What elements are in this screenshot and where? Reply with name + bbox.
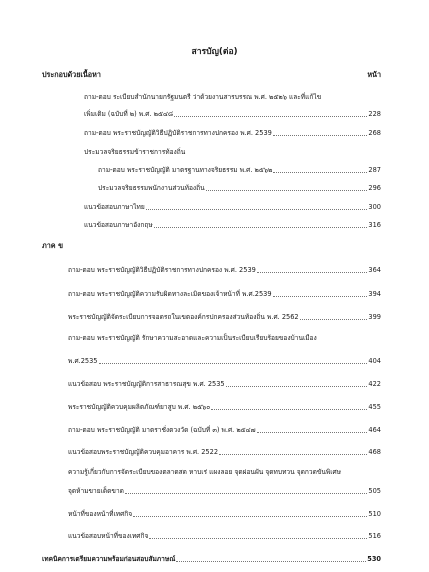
page-column-header: หน้า bbox=[367, 70, 381, 79]
dot-leader bbox=[300, 319, 368, 320]
toc-entry-text: ถาม-ตอบ พระราชบัญญัติวิธีปฏิบัติราชการทางปกครอง พ.ศ. 2539 bbox=[84, 129, 272, 137]
toc-entry-text: แนวข้อสอบภาษาอังกฤษ bbox=[84, 221, 153, 229]
toc-entry[interactable] bbox=[84, 202, 381, 212]
toc-entry-text: ถาม-ตอบ พระราชบัญญัติวิธีปฏิบัติราชการทางปกครอง พ.ศ. 2539 bbox=[68, 266, 256, 274]
dot-leader bbox=[226, 386, 368, 387]
dot-leader bbox=[125, 493, 367, 494]
toc-entry-text: ถาม-ตอบ พระราชบัญญัติความรับผิดทางละเมิดของเจ้าหน้าที่ พ.ศ.2539 bbox=[68, 290, 272, 298]
toc-entry-page: 404 bbox=[368, 357, 381, 365]
toc-entry-text: เพิ่มเติม (ฉบับที่ ๒) พ.ศ. ๒๕๔๘ bbox=[84, 110, 174, 118]
toc-entry-page: 399 bbox=[368, 313, 381, 321]
section-header-label: ประกอบด้วยเนื้อหา bbox=[42, 70, 101, 79]
toc-entry-page: 394 bbox=[368, 290, 381, 298]
toc-entry-page: 510 bbox=[368, 510, 381, 518]
toc-entry-page: 422 bbox=[368, 380, 381, 388]
dot-leader bbox=[149, 538, 367, 539]
toc-entry[interactable] bbox=[84, 220, 381, 230]
toc-entry[interactable] bbox=[68, 447, 381, 457]
page-title: สารบัญ(ต่อ) bbox=[191, 47, 238, 57]
toc-entry[interactable] bbox=[68, 509, 381, 519]
toc-entry-page: 296 bbox=[368, 184, 381, 192]
toc-entry-text: ถาม-ตอบ พระราชบัญญัติ มาตราชั่งตวงวัด (ฉบับที่ ๓) พ.ศ. ๒๕๔๗ bbox=[68, 426, 256, 434]
toc-entry-text: แนวข้อสอบ พระราชบัญญัติการสาธารณสุข พ.ศ. 2535 bbox=[68, 380, 225, 388]
toc-entry-page: 516 bbox=[368, 532, 381, 540]
toc-entry[interactable] bbox=[68, 531, 381, 541]
dot-leader bbox=[257, 432, 368, 433]
toc-entry-text: ประมวลจริยธรรมข้าราชการท้องถิ่น bbox=[84, 148, 186, 156]
dot-leader bbox=[174, 116, 367, 117]
toc-entry[interactable] bbox=[68, 425, 381, 435]
toc-entry-page: 228 bbox=[368, 110, 381, 118]
toc-entry-text: จุดห้ามขายเด็ดขาด bbox=[68, 487, 124, 495]
toc-entry-text: แนวข้อสอบพระราชบัญญัติควบคุมอาคาร พ.ศ. 2522 bbox=[68, 448, 219, 456]
toc-entry[interactable] bbox=[84, 109, 381, 119]
toc-entry-text: แนวข้อสอบหน้าที่ของเทศกิจ bbox=[68, 532, 149, 540]
toc-entry-text: ถาม-ตอบ พระราชบัญญัติ มาตรฐานทางจริยธรรม พ.ศ. ๒๕๖๒ bbox=[98, 166, 273, 174]
toc-entry-text: แนวข้อสอบภาษาไทย bbox=[84, 203, 145, 211]
toc-entry-text: เทคนิคการเตรียมความพร้อมก่อนสอบสัมภาษณ์ bbox=[42, 555, 176, 563]
toc-entry[interactable] bbox=[98, 165, 381, 175]
toc-entry-text: ประมวลจริยธรรมพนักงานส่วนท้องถิ่น bbox=[98, 184, 205, 192]
toc-entry-page: 300 bbox=[368, 203, 381, 211]
toc-entry[interactable] bbox=[68, 402, 381, 412]
dot-leader bbox=[273, 172, 367, 173]
toc-entry-page: 268 bbox=[368, 129, 381, 137]
toc-entry-text: พระราชบัญญัติควบคุมผลิตภัณฑ์ยาสูบ พ.ศ. ๒๕๖๐ bbox=[68, 403, 211, 411]
toc-entry[interactable] bbox=[68, 312, 381, 322]
toc-entry[interactable] bbox=[68, 265, 381, 275]
toc-entry-page: 464 bbox=[368, 426, 381, 434]
dot-leader bbox=[273, 135, 368, 136]
toc-entry-text: พ.ศ.2535 bbox=[68, 357, 98, 365]
toc-entry-page: 505 bbox=[368, 487, 381, 495]
toc-entry-page: 530 bbox=[367, 555, 381, 563]
dot-leader bbox=[206, 190, 368, 191]
toc-entry-text: หน้าที่ของหน้าที่เทศกิจ bbox=[68, 510, 133, 518]
toc-entry-text: พระราชบัญญัติจัดระเบียบการจอดรถในเขตองค์กรปกครองส่วนท้องถิ่น พ.ศ. 2562 bbox=[68, 313, 299, 321]
toc-entry-final[interactable] bbox=[42, 554, 381, 564]
toc-entry-text: ถาม-ตอบ พระราชบัญญัติ รักษาความสะอาดและความเป็นระเบียบเรียบร้อยของบ้านเมือง bbox=[68, 334, 317, 342]
toc-entry[interactable] bbox=[68, 486, 381, 496]
dot-leader bbox=[219, 454, 367, 455]
toc-entry[interactable] bbox=[68, 356, 381, 366]
toc-entry-page: 468 bbox=[368, 448, 381, 456]
toc-entry[interactable] bbox=[98, 183, 381, 193]
dot-leader bbox=[154, 227, 368, 228]
toc-entry-page: 455 bbox=[368, 403, 381, 411]
toc-entry-text: ถาม-ตอบ ระเบียบสำนักนายกรัฐมนตรี ว่าด้วยงานสารบรรณ พ.ศ. ๒๕๒๖ และที่แก้ไข bbox=[84, 93, 322, 101]
toc-entry[interactable] bbox=[68, 289, 381, 299]
toc-entry-text: ความรู้เกี่ยวกับการจัดระเบียบของตลาดสด หาบเร่ แผงลอย จุดผ่อนผัน จุดทบทวน จุดกวดขันพิเศษ bbox=[68, 468, 342, 476]
dot-leader bbox=[211, 409, 367, 410]
part-b-label: ภาค ข bbox=[42, 241, 63, 250]
dot-leader bbox=[176, 561, 366, 562]
toc-entry[interactable] bbox=[84, 128, 381, 138]
dot-leader bbox=[257, 272, 368, 273]
toc-entry-page: 316 bbox=[368, 221, 381, 229]
dot-leader bbox=[146, 209, 368, 210]
dot-leader bbox=[99, 363, 368, 364]
dot-leader bbox=[273, 296, 368, 297]
toc-entry-page: 364 bbox=[368, 266, 381, 274]
toc-entry[interactable] bbox=[68, 379, 381, 389]
toc-entry-page: 287 bbox=[368, 166, 381, 174]
dot-leader bbox=[133, 516, 367, 517]
